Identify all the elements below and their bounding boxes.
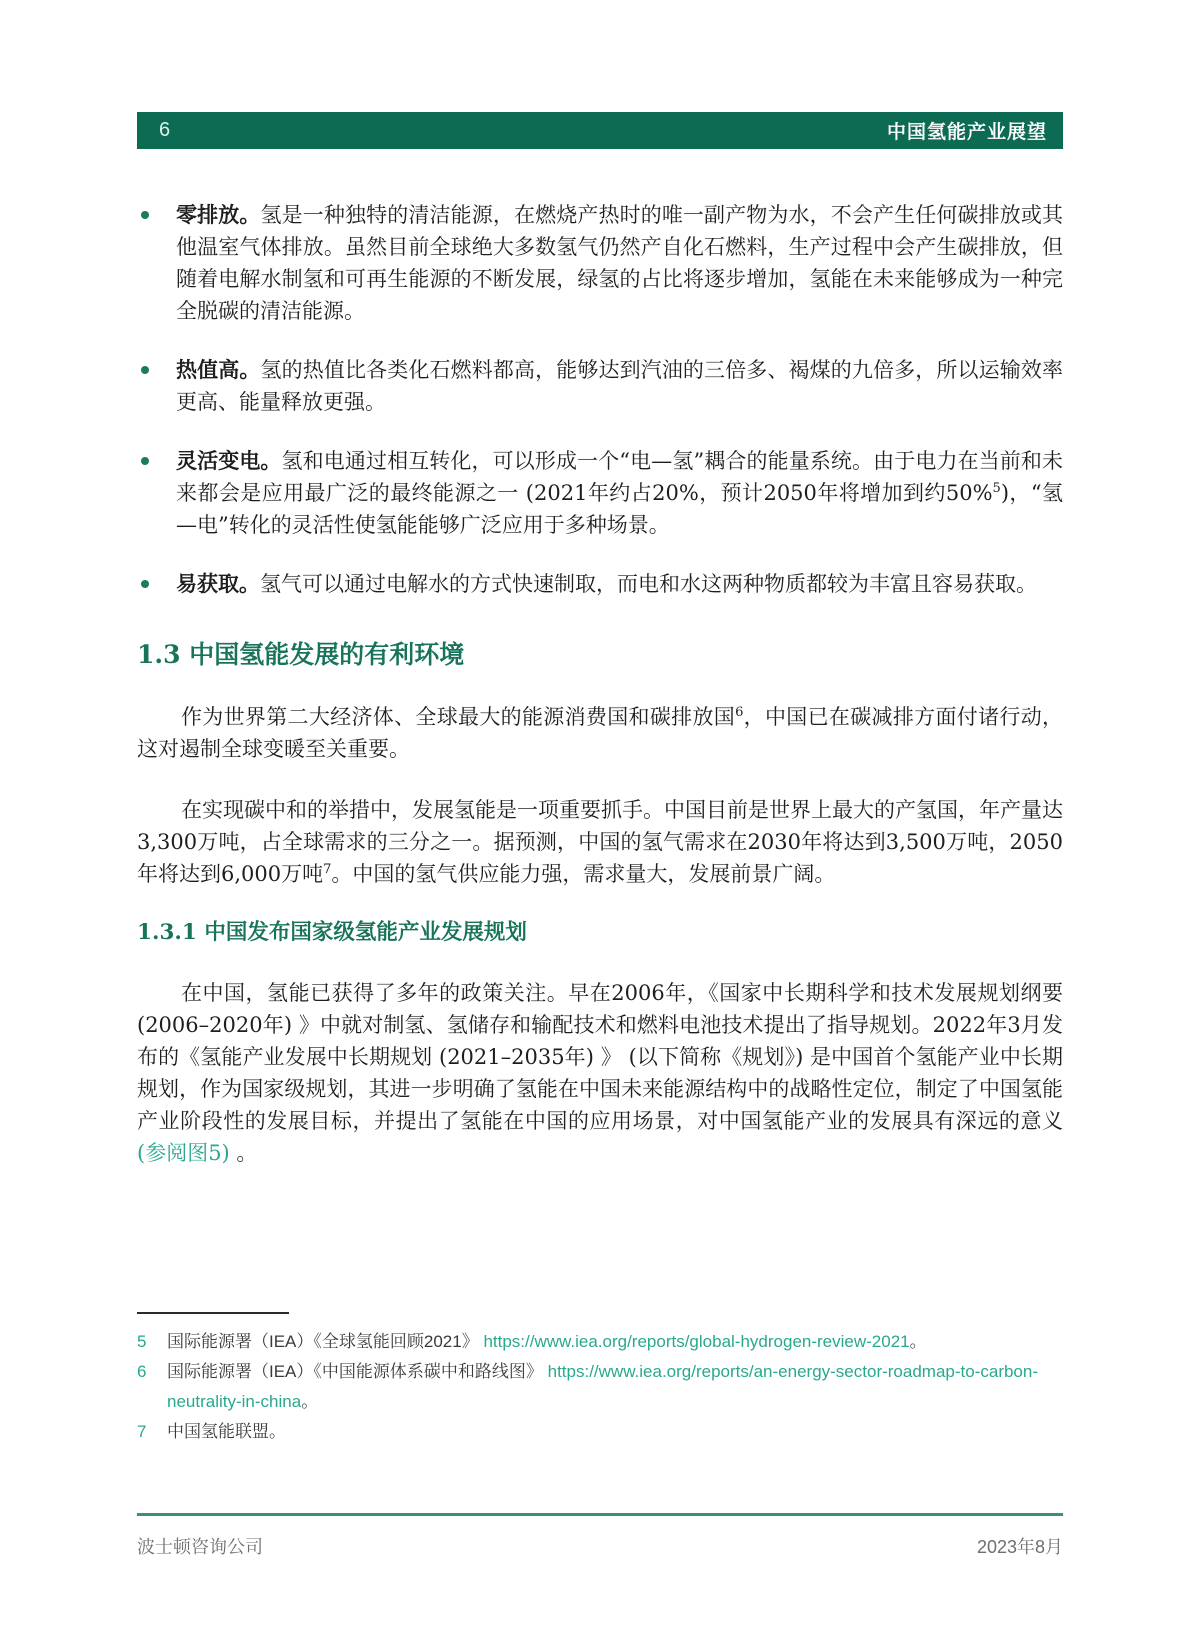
footnote-item-5: [137, 1327, 1063, 1357]
paragraph-text: 。: [236, 1141, 258, 1165]
footnote-item-7: [137, 1417, 1063, 1447]
bullet-item-flexible-conversion: [137, 445, 1063, 541]
footnote-number: 6: [137, 1362, 147, 1381]
bullet-item-easy-access: [137, 568, 1063, 600]
footnote-item-6: [137, 1357, 1063, 1417]
bullet-dot-icon: [141, 580, 149, 588]
subsection-heading-1-3-1: 1.3.1 中国发布国家级氢能产业发展规划: [137, 920, 527, 945]
bullet-text: 氢气可以通过电解水的方式快速制取，而电和水这两种物质都较为丰富且容易获取。: [260, 572, 1037, 596]
paragraph-text: 。中国的氢气供应能力强，需求量大，发展前景广阔。: [331, 862, 836, 886]
main-content: [137, 199, 1063, 1169]
paragraph-text: 在实现碳中和的举措中，发展氢能是一项重要抓手。中国目前是世界上最大的产氢国，年产量达3,300万吨，占全球需求的三分之一。据预测，中国的氢气需求在2030年将达到3,500万吨，2050年将达到6,000万吨: [137, 798, 1063, 886]
bullet-lead: 零排放。: [176, 202, 261, 227]
paragraph-national-plan: [137, 977, 1063, 1169]
footnote-text: 国际能源署（IEA）《全球氢能回顾2021》: [167, 1332, 484, 1351]
footnote-number: 7: [137, 1422, 147, 1441]
paragraph-text: 在中国，氢能已获得了多年的政策关注。早在2006年，《国家中长期科学和技术发展规划纲要 (2006–2020年) 》中就对制氢、氢储存和输配技术和燃料电池技术提出了指导规划。2022年3月发布的《氢能产业发展中长期规划 (2021–2035年) 》 (以下简称《规划》) 是中国首个氢能产业中长期规划，作为国家级规划，其进一步明确了氢能在中国未来能源结构中的战略性定位，制定了中国氢能产业阶段性的发展目标，并提出了氢能在中国的应用场景，对中国氢能产业的发展具有深远的意义: [137, 981, 1063, 1133]
footnote-number: 5: [137, 1332, 147, 1351]
footnote-link[interactable]: https://www.iea.org/reports/an-energy-sector-roadmap-to-carbon-neutrality-in-china: [167, 1362, 1039, 1411]
bullet-text: 氢的热值比各类化石燃料都高，能够达到汽油的三倍多、褐煤的九倍多，所以运输效率更高、能量释放更强。: [176, 358, 1064, 414]
bullet-dot-icon: [141, 211, 149, 219]
footnote-body: [167, 1357, 1063, 1417]
page-number: 6: [159, 119, 171, 141]
bullet-dot-icon: [141, 457, 149, 465]
bullet-item-high-calorific: [137, 354, 1063, 418]
footnote-text: 国际能源署（IEA）《中国能源体系碳中和路线图》: [167, 1362, 548, 1381]
bullet-text: 氢是一种独特的清洁能源，在燃烧产热时的唯一副产物为水，不会产生任何碳排放或其他温室气体排放。虽然目前全球绝大多数氢气仍然产自化石燃料，生产过程中会产生碳排放，但随着电解水制氢和可再生能源的不断发展，绿氢的占比将逐步增加，氢能在未来能够成为一种完全脱碳的清洁能源。: [176, 203, 1064, 323]
paragraph-text: ，中国已在碳减排方面付诸行动，这对遏制全球变暖至关重要。: [137, 705, 1064, 761]
footnote-link[interactable]: https://www.iea.org/reports/global-hydrogen-review-2021: [483, 1332, 910, 1351]
bullet-dot-icon: [141, 366, 149, 374]
bullet-lead: 热值高。: [176, 357, 261, 382]
bullet-lead: 易获取。: [176, 571, 260, 596]
page-header-bar: [137, 112, 1063, 149]
bullet-text: 氢和电通过相互转化，可以形成一个“电—氢”耦合的能量系统。由于电力在当前和未来都会是应用最广泛的最终能源之一 (2021年约占20%，预计2050年将增加到约50%: [176, 449, 1064, 505]
footnote-body: [167, 1327, 1063, 1357]
paragraph-carbon-reduction: [137, 701, 1063, 765]
document-title: 中国氢能产业展望: [886, 122, 1047, 143]
page-footer: [137, 1513, 1063, 1559]
footnote-ref-7: 7: [323, 862, 332, 877]
paragraph-hydrogen-production: [137, 794, 1063, 890]
footnote-divider: [137, 1312, 289, 1314]
footnote-ref-5: 5: [992, 481, 1001, 496]
footer-date: 2023年8月: [976, 1537, 1063, 1557]
footer-company: 波士顿咨询公司: [137, 1537, 263, 1557]
figure-5-reference-link[interactable]: (参阅图5): [137, 1141, 237, 1165]
footnote-body: [167, 1417, 1063, 1447]
footnotes-section: [137, 1312, 1063, 1447]
bullet-item-zero-emission: [137, 199, 1063, 327]
footnote-text: 。: [909, 1332, 927, 1351]
footnote-text: 。: [301, 1392, 319, 1411]
section-heading-1-3: 1.3 中国氢能发展的有利环境: [137, 640, 465, 669]
bullet-list: [137, 199, 1063, 600]
bullet-lead: 灵活变电。: [176, 448, 282, 473]
footnote-ref-6: 6: [735, 705, 744, 720]
bullet-text: )，“氢—电”转化的灵活性使氢能能够广泛应用于多种场景。: [176, 481, 1063, 537]
footnote-text: 中国氢能联盟。: [167, 1422, 286, 1441]
paragraph-text: 作为世界第二大经济体、全球最大的能源消费国和碳排放国: [181, 705, 736, 729]
